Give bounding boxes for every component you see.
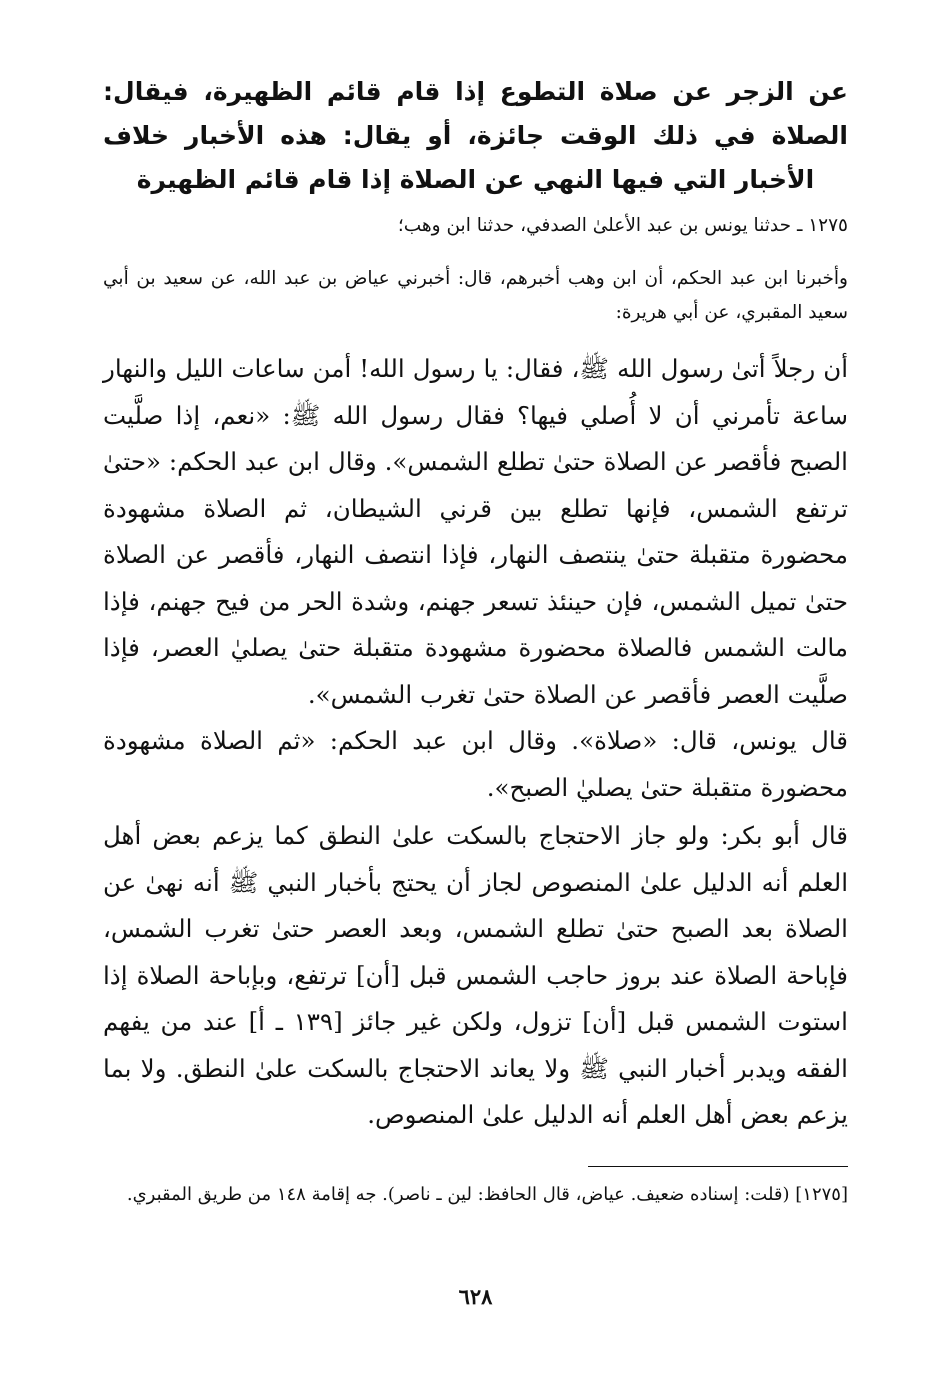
page-number: ٦٢٨ bbox=[458, 1284, 493, 1309]
hadith-isnad-first: ١٢٧٥ ـ حدثنا يونس بن عبد الأعلىٰ الصدفي، حدثنا ابن وهب؛ bbox=[397, 215, 848, 236]
chapter-heading: عن الزجر عن صلاة التطوع إذا قام قائم الظهيرة، فيقال: الصلاة في ذلك الوقت جائزة، أو يقال: هذه الأخبار خلاف الأخبار التي فيها النهي عن الصلاة إذا قام قائم الظهيرة bbox=[103, 77, 848, 194]
footnote-divider bbox=[588, 1166, 848, 1167]
hadith-isnad-second: وأخبرنا ابن عبد الحكم، أن ابن وهب أخبرهم، قال: أخبرني عياض بن عبد الله، عن سعيد بن أبي سعيد المقبري، عن أبي هريرة: bbox=[103, 268, 848, 323]
hadith-text-paragraph: أن رجلاً أتىٰ رسول الله ﷺ، فقال: يا رسول الله! أمن ساعات الليل والنهار ساعة تأمرني أن لا أُصلي فيها؟ فقال رسول الله ﷺ: «نعم، إذا صلَّيت الصبح فأقصر عن الصلاة حتىٰ تطلع الشمس». وقال ابن عبد الحكم: «حتىٰ ترتفع الشمس، فإنها تطلع بين قرني الشيطان، ثم الصلاة مشهودة محضورة متقبلة حتىٰ ينتصف النهار، فإذا انتصف النهار، فأقصر عن الصلاة حتىٰ تميل الشمس، فإن حينئذ تسعر جهنم، وشدة الحر من فيح جهنم، فإذا مالت الشمس فالصلاة محضورة مشهودة متقبلة حتىٰ يصليٰ العصر، فإذا صلَّيت العصر فأقصر عن الصلاة حتىٰ تغرب الشمس». bbox=[103, 354, 848, 709]
footnote-text: [١٢٧٥] (قلت: إسناده ضعيف. عياض، قال الحافظ: لين ـ ناصر). جه إقامة ١٤٨ من طريق المقبري. bbox=[126, 1184, 848, 1205]
narrator-variant-paragraph: قال يونس، قال: «صلاة». وقال ابن عبد الحكم: «ثم الصلاة مشهودة محضورة متقبلة حتىٰ يصليٰ الصبح». bbox=[103, 726, 848, 802]
commentary-paragraph: قال أبو بكر: ولو جاز الاحتجاج بالسكت علىٰ النطق كما يزعم بعض أهل العلم أنه الدليل علىٰ المنصوص لجاز أن يحتج بأخبار النبي ﷺ أنه نهىٰ عن الصلاة بعد الصبح حتىٰ تطلع الشمس، وبعد العصر حتىٰ تغرب الشمس، فإباحة الصلاة عند بروز حاجب الشمس قبل [أن] ترتفع، وبإباحة الصلاة إذا استوت الشمس قبل [أن] تزول، ولكن غير جائز [١٣٩ ـ أ] عند من يفهم الفقه ويدبر أخبار النبي ﷺ ولا يعاند الاحتجاج بالسكت علىٰ النطق. ولا بما يزعم بعض أهل العلم أنه الدليل علىٰ المنصوص. bbox=[103, 821, 848, 1129]
